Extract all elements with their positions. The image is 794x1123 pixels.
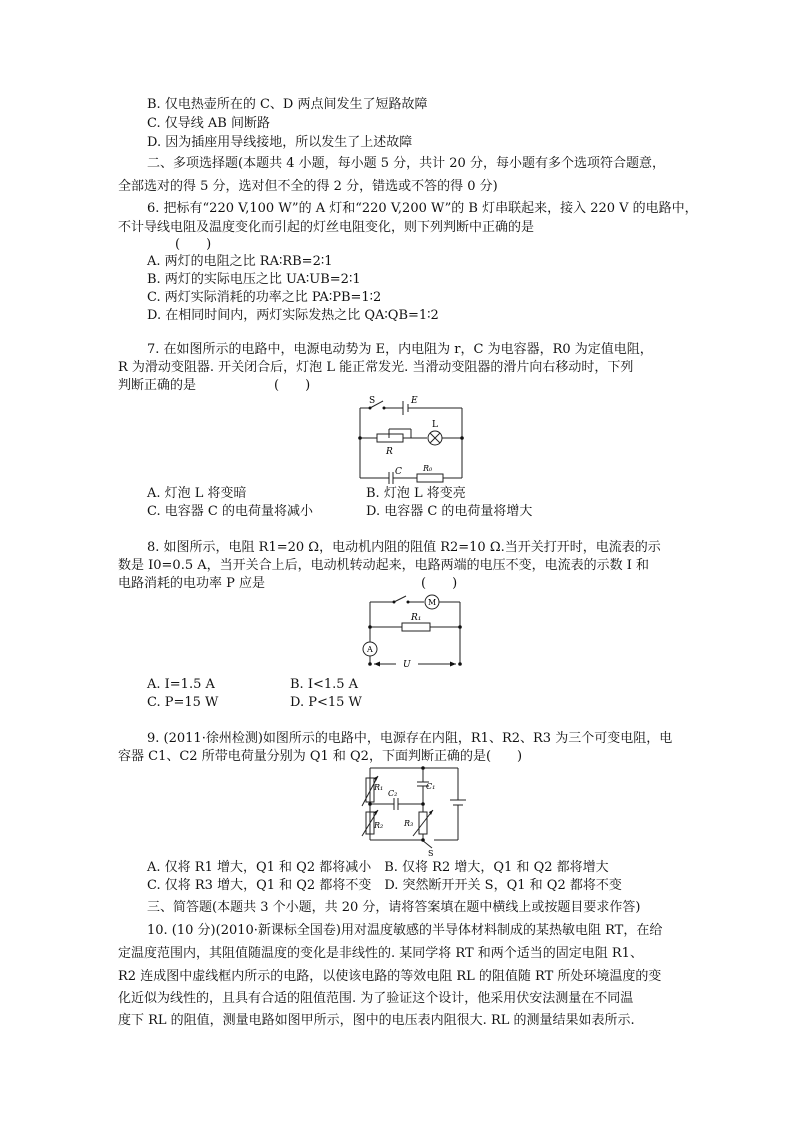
q8-stem-line3: 电路消耗的电功率 P 应是 ( ) bbox=[118, 576, 458, 591]
q10-stem-line5: 度下 RL 的阻值，测量电路如图甲所示，图中的电压表内阻很大. RL 的测量结果如表所示. bbox=[118, 1013, 635, 1028]
q6-option-a: A. 两灯的电阻之比 RA∶RB=2∶1 bbox=[147, 254, 333, 269]
q5-option-d: D. 因为插座用导线接地，所以发生了上述故障 bbox=[147, 135, 413, 150]
q6-option-b: B. 两灯的实际电压之比 UA∶UB=2∶1 bbox=[147, 272, 361, 287]
q8-label-u: U bbox=[403, 660, 411, 670]
q6-option-c: C. 两灯实际消耗的功率之比 PA∶PB=1∶2 bbox=[147, 290, 382, 305]
q6-option-d: D. 在相同时间内，两灯实际发热之比 QA∶QB=1∶2 bbox=[147, 308, 439, 323]
q8-label-m: M bbox=[428, 598, 437, 607]
q6-stem-line2: 不计导线电阻及温度变化而引起的灯丝电阻变化，则下列判断中正确的是 bbox=[118, 220, 535, 235]
q10-stem-line2: 定温度范围内，其阻值随温度的变化是非线性的. 某同学将 RT 和两个适当的固定电阻 R1、 bbox=[118, 946, 643, 961]
q8-label-r1: R₁ bbox=[411, 613, 422, 623]
q7-label-e: E bbox=[411, 396, 418, 406]
q8-option-b: B. I<1.5 A bbox=[290, 677, 359, 692]
q9-circuit-diagram bbox=[358, 764, 466, 858]
q7-stem-line2: R 为滑动变阻器. 开关闭合后，灯泡 L 能正常发光. 当滑动变阻器的滑片向右移动时，下列 bbox=[118, 360, 634, 375]
q9-options-cd: C. 仅将 R3 增大，Q1 和 Q2 都将不变 D. 突然断开开关 S，Q1 和 Q2 都将不变 bbox=[147, 878, 622, 893]
q7-circuit-diagram bbox=[355, 393, 467, 487]
q10-stem-line4: 化近似为线性的，且具有合适的阻值范围. 为了验证这个设计，他采用伏安法测量在不同温 bbox=[118, 991, 634, 1006]
q6-answer-bracket: ( ) bbox=[175, 237, 212, 252]
q9-label-r3: R₃ bbox=[404, 819, 414, 828]
q8-option-c: C. P=15 W bbox=[147, 695, 219, 710]
q7-option-d: D. 电容器 C 的电荷量将增大 bbox=[366, 504, 533, 519]
q9-label-c1: C₁ bbox=[426, 782, 436, 791]
q7-stem-line1: 7. 在如图所示的电路中，电源电动势为 E，内电阻为 r，C 为电容器，R0 为定值电阻， bbox=[147, 342, 653, 357]
q7-option-a: A. 灯泡 L 将变暗 bbox=[147, 486, 247, 501]
q8-stem-line1: 8. 如图所示，电阻 R1=20 Ω，电动机内阻的阻值 R2=10 Ω.当开关打开时，电流表的示 bbox=[147, 540, 661, 555]
q9-options-ab: A. 仅将 R1 增大，Q1 和 Q2 都将减小 B. 仅将 R2 增大，Q1 和 Q2 都将增大 bbox=[147, 860, 609, 875]
section2-heading-line1: 二、多项选择题(本题共 4 小题，每小题 5 分，共计 20 分，每小题有多个选项符合题意， bbox=[147, 156, 665, 171]
section3-heading: 三、简答题(本题共 3 个小题，共 20 分，请将答案填在题中横线上或按题目要求作答) bbox=[147, 900, 641, 915]
q7-stem-line3: 判断正确的是 ( ) bbox=[118, 378, 311, 393]
q7-label-r0: R₀ bbox=[423, 464, 433, 473]
q9-stem-line2: 容器 C1、C2 所带电荷量分别为 Q1 和 Q2，下面判断正确的是( ) bbox=[118, 749, 523, 764]
section2-heading-line2: 全部选对的得 5 分，选对但不全的得 2 分，错选或不答的得 0 分) bbox=[118, 179, 498, 194]
q9-label-r2: R₂ bbox=[374, 821, 384, 830]
q9-stem-line1: 9. (2011·徐州检测)如图所示的电路中，电源存在内阻，R1、R2、R3 为三个可变电阻，电 bbox=[147, 731, 673, 746]
q8-circuit-diagram bbox=[358, 592, 466, 672]
q7-label-l: L bbox=[432, 420, 438, 430]
q8-stem-line2: 数是 I0=0.5 A，当开关合上后，电动机转动起来，电路两端的电压不变，电流表的示数 I 和 bbox=[118, 558, 650, 573]
q8-option-a: A. I=1.5 A bbox=[147, 677, 215, 692]
q8-label-a: A bbox=[367, 645, 373, 654]
q5-option-c: C. 仅导线 AB 间断路 bbox=[147, 116, 270, 131]
q7-label-r: R bbox=[386, 447, 393, 457]
q10-stem-line1: 10. (10 分)(2010·新课标全国卷)用对温度敏感的半导体材料制成的某热敏电阻 RT，在给 bbox=[147, 923, 663, 938]
q5-option-b: B. 仅电热壶所在的 C、D 两点间发生了短路故障 bbox=[147, 97, 428, 112]
q6-stem-line1: 6. 把标有“220 V,100 W”的 A 灯和“220 V,200 W”的 B 灯串联起来，接入 220 V 的电路中， bbox=[147, 201, 698, 216]
q7-label-s: S bbox=[369, 396, 376, 406]
q8-option-d: D. P<15 W bbox=[290, 695, 362, 710]
q7-option-c: C. 电容器 C 的电荷量将减小 bbox=[147, 504, 313, 519]
q10-stem-line3: R2 连成图中虚线框内所示的电路，以使该电路的等效电阻 RL 的阻值随 RT 所处环境温度的变 bbox=[118, 969, 662, 984]
q9-label-r1: R₁ bbox=[374, 783, 384, 792]
q9-label-c2: C₂ bbox=[388, 789, 398, 798]
q9-label-s: S bbox=[428, 849, 434, 858]
q7-option-b: B. 灯泡 L 将变亮 bbox=[366, 486, 466, 501]
q7-label-c: C bbox=[395, 467, 402, 477]
